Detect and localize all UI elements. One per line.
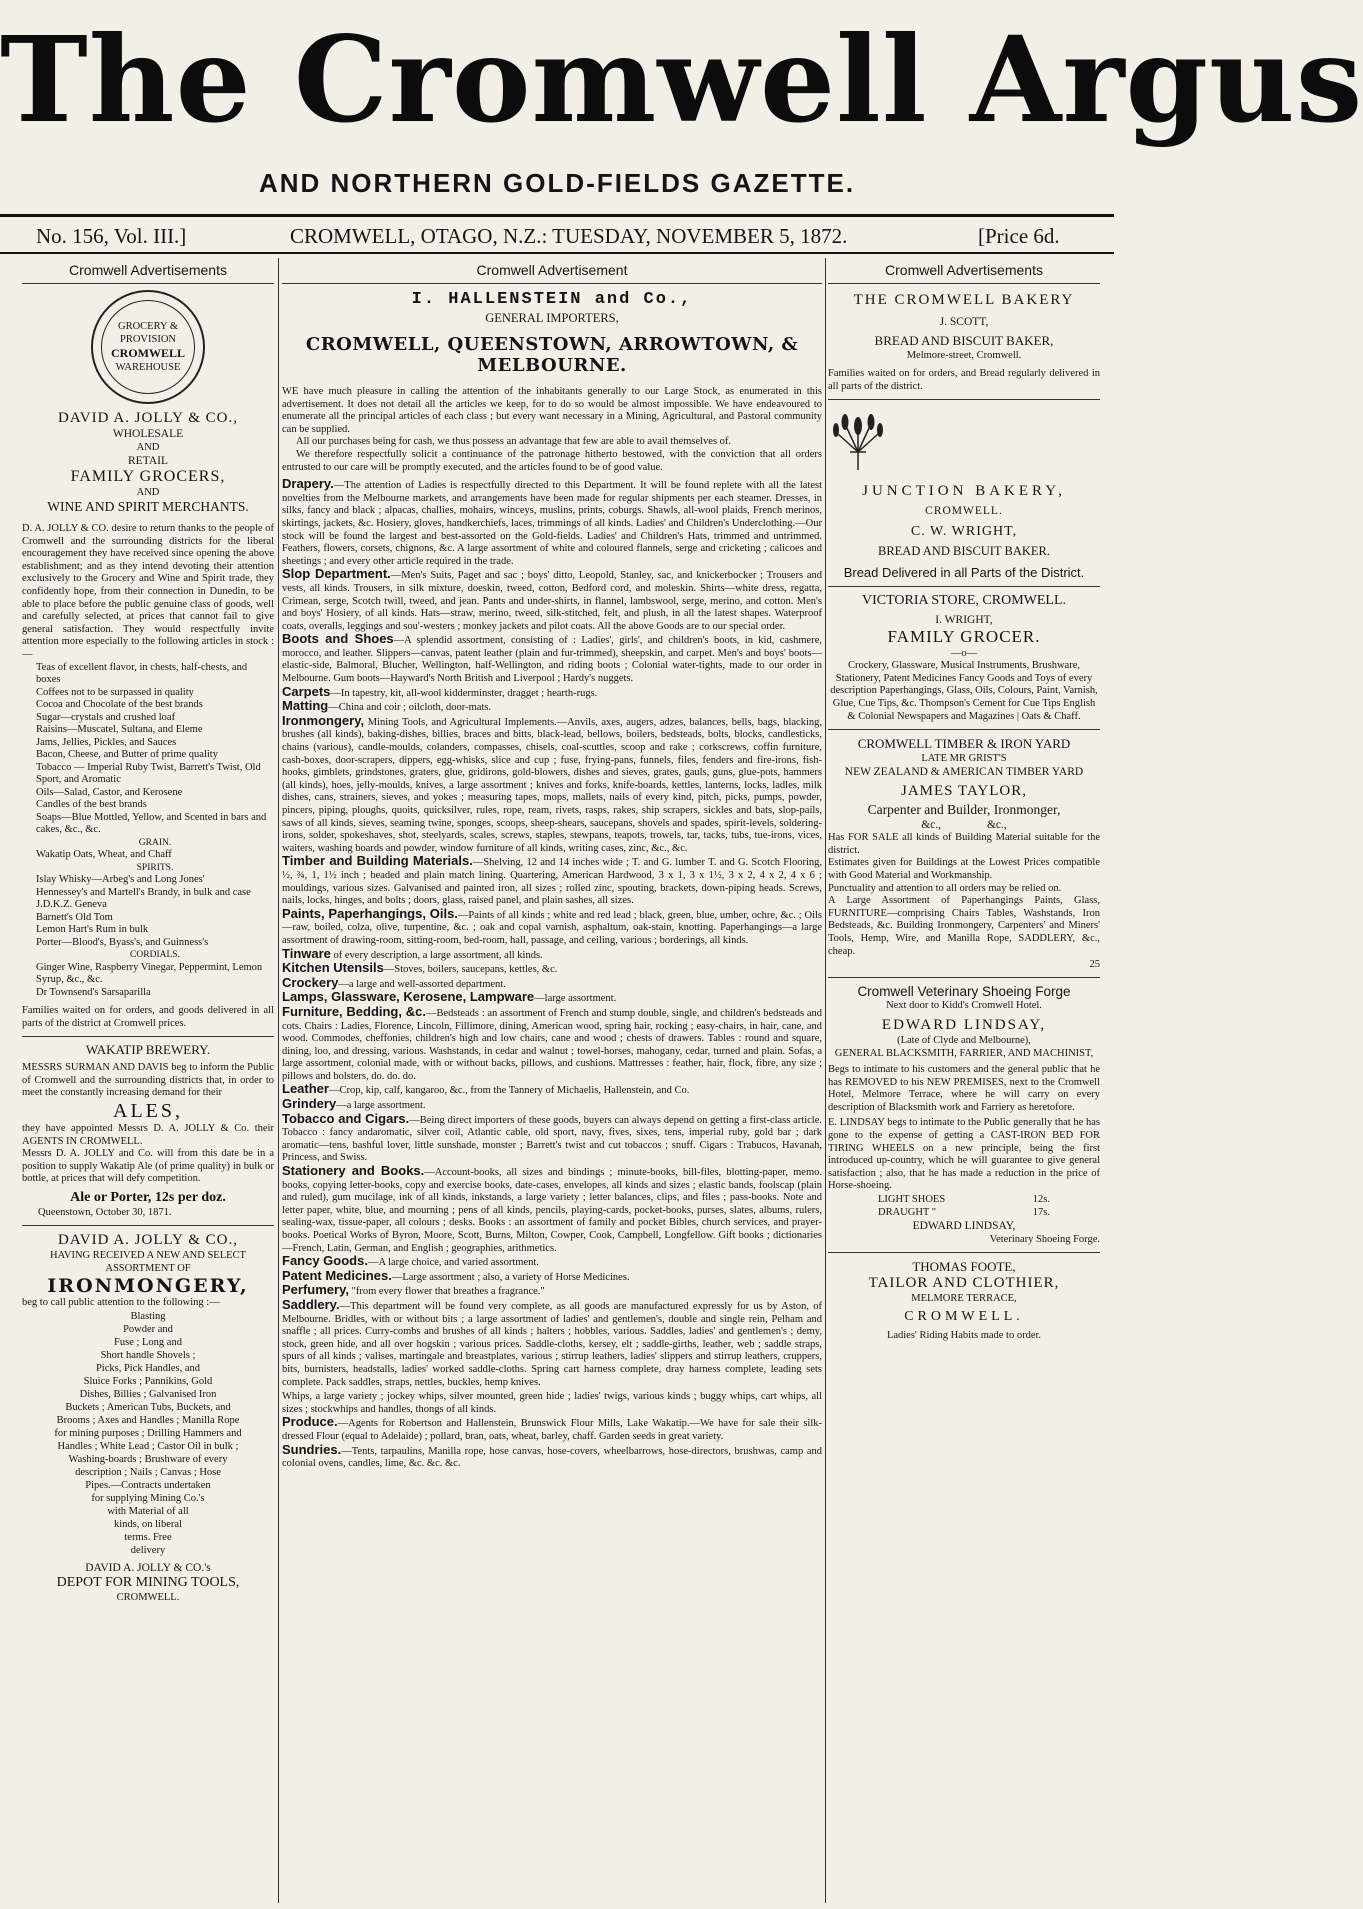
list-item: Cocoa and Chocolate of the best brands <box>36 699 203 711</box>
junction-title: JUNCTION BAKERY, <box>862 483 1066 500</box>
vet-signature: EDWARD LINDSAY, <box>912 1220 1016 1233</box>
timber-title: CROMWELL TIMBER & IRON YARD <box>857 736 1071 752</box>
section-text: —The attention of Ladies is respectfully directed to this Department. It will be found replete with all the latest novelties from the Melbourne markets, and arrangements have been made for regular shipments per each steamer. Dresses, in silks, fancy and black ; alpacas, challies, mohairs, winceys, muslins, prints, coburgs. Shawls, all-wool plaids, French merinos, skirtings, jackets, &c. Hosiery, gloves, handkerchiefs, laces, trimmings of all kinds. Ladies' and Children's Underclothing.—Our stock will be found the largest and best-assorted on the Gold-fields. Ladies' and Children's Hats, trimmed and untrimmed. Feathers, flowers, corsets, chignons, &c. A large assortment of white and coloured flannels, serge and cricketing ; calicoes and sheetings ; and every other article required in the trade. <box>282 480 822 567</box>
brewery-body: Messrs D. A. JOLLY and Co. will from this date be in a position to supply Wakatip Ale (of prime quality) in bulk or bottle, at prices that will defy competition. <box>22 1148 274 1185</box>
cromwell-bakery-ad <box>828 292 1100 393</box>
list-item: J.D.K.Z. Geneva <box>36 899 107 911</box>
brewery-body: they have appointed Messrs D. A. JOLLY & Co. their AGENTS IN CROMWELL. <box>22 1123 274 1147</box>
stock-section <box>282 712 822 856</box>
column-left <box>22 262 274 1902</box>
victoria-body: Crockery, Glassware, Musical Instruments, Brushware, Stationery, Patent Medicines Fancy Goods and Toys of every description Paperhangings, Glass, Oils, Colours, Paint, Varnish, Glue, Cue Tips, &c. Thompson's Cement for Cue Tips English & Colonial Newspapers and Magazines | Oats & Chaff. <box>830 660 1098 722</box>
list-item: Washing-boards ; Brushware of every <box>68 1453 228 1465</box>
section-heading: Fancy Goods. <box>282 1253 368 1269</box>
list-item: Lemon Hart's Rum in bulk <box>36 924 149 936</box>
vet-price-row <box>828 1193 1100 1206</box>
vet-title: Cromwell Veterinary Shoeing Forge <box>857 984 1071 1000</box>
section-heading: Slop Department. <box>282 566 391 582</box>
wheat-sheaf-icon <box>828 412 888 472</box>
section-text: —Crop, kip, calf, kangaroo, &c., from the Tannery of Michaelis, Hallenstein, and Co. <box>328 1085 690 1097</box>
section-text: —large assortment. <box>534 993 617 1005</box>
section-heading: Tobacco and Cigars. <box>282 1110 410 1126</box>
jolly-line: AND <box>136 487 160 498</box>
iron-footer: DEPOT FOR MINING TOOLS, <box>56 1574 240 1590</box>
timber-late: LATE MR GRIST'S <box>921 753 1007 765</box>
jolly-items <box>22 662 274 1000</box>
list-item: Wakatip Oats, Wheat, and Chaff <box>36 849 172 861</box>
jolly-name: DAVID A. JOLLY & CO., <box>58 410 238 426</box>
vet-price-row <box>828 1206 1100 1219</box>
list-item: Fuse ; Long and <box>114 1336 182 1348</box>
victoria-title: VICTORIA STORE, CROMWELL. <box>861 593 1067 609</box>
stock-section <box>282 633 822 685</box>
section-text: —Being direct importers of these goods, buyers can always depend on getting a first-class article. Tobacco : fancy andaromatic, silver coil, Atlantic cable, old sport, navy, fives, sixes, tens, imperial ruby, gold bar ; dark aromatic—tens, bashful lover, little sunshade, monster ; Barrett's twist and cut tobaccos ; snuff. Cigars : Trabucos, Havanah, Princess, and Swiss. <box>282 1114 822 1164</box>
list-item: Ginger Wine, Raspberry Vinegar, Peppermint, Lemon Syrup, &c., &c. <box>36 961 263 986</box>
column-header: Cromwell Advertisements <box>22 262 274 284</box>
stock-section <box>282 683 822 701</box>
section-text: —China and coir ; oilcloth, door-mats. <box>328 702 492 714</box>
section-text: —a large and well-assorted department. <box>338 978 506 990</box>
section-heading: Furniture, Bedding, &c. <box>282 1003 426 1019</box>
section-text: Whips, a large variety ; jockey whips, silver mounted, green hide ; ladies' twigs, various kinds ; buggy whips, cart whips, all sizes ; stockwhips and handles, thongs of all kinds. <box>282 1391 822 1415</box>
section-text: —A splendid assortment, consisting of : Ladies', girls', and children's boots, in kid, cashmere, morocco, and leather. Slippers—canvas, patent leather (plain and fur-trimmed), sheepskin, and carpet. Men's and boys' boots—elastic-side, Balmoral, Blucher, Wellington, half-Wellington, and riding boots ; Colonial water-tights, made to our order in Melbourne. Gum boots—Hayward's North British and Liverpool ; Hardy's nuggets. <box>282 635 822 685</box>
list-item: Tobacco — Imperial Ruby Twist, Barrett's Twist, Old Sport, and Aromatic <box>36 761 261 786</box>
newspaper-subtitle: AND NORTHERN GOLD-FIELDS GAZETTE. <box>258 168 856 198</box>
tailor-body: Ladies' Riding Habits made to order. <box>886 1330 1042 1342</box>
bakery-body: Families waited on for orders, and Bread regularly delivered in all parts of the district. <box>828 368 1100 392</box>
column-divider <box>278 258 279 1903</box>
price: [Price 6d. <box>978 224 1060 248</box>
list-item: for supplying Mining Co.'s <box>91 1492 205 1504</box>
section-heading: Carpets <box>282 683 331 699</box>
iron-footer: DAVID A. JOLLY & CO.'s <box>85 1561 211 1574</box>
timber-number: 25 <box>1089 959 1100 971</box>
vet-sub: Next door to Kidd's Cromwell Hotel. <box>886 1000 1042 1012</box>
jolly-footer: Families waited on for orders, and goods delivered in all parts of the district at Cromwell prices. <box>22 1005 274 1029</box>
seal-bottom-text: WAREHOUSE <box>115 362 181 373</box>
intro-paragraph: WE have much pleasure in calling the attention of the inhabitants generally to our Large Stock, as enumerated in this advertisement. It does not detail all the articles we keep, for to do so would be almost impossible. We have endeavoured to enumerate all the principal articles of each class ; but every want necessary in a Mining, Agricultural, and Pastoral community can be supplied. <box>282 386 822 435</box>
victoria-store-ad <box>828 586 1100 723</box>
iron-footer: CROMWELL. <box>116 1591 180 1603</box>
masthead <box>0 0 1363 210</box>
list-item: Porter—Blood's, Byass's, and Guinness's <box>36 936 209 948</box>
top-rule <box>0 214 1114 217</box>
bakery-owner: J. SCOTT, <box>939 316 989 328</box>
iron-body: beg to call public attention to the following :— <box>22 1296 220 1308</box>
tailor-ad <box>828 1252 1100 1342</box>
junction-trade: BREAD AND BISCUIT BAKER. <box>877 544 1050 559</box>
list-item: Islay Whisky—Arbeg's and Long Jones' <box>36 874 205 886</box>
list-item: Jams, Jellies, Pickles, and Sauces <box>36 736 177 748</box>
stock-section <box>282 1083 822 1098</box>
stock-section <box>282 1110 822 1165</box>
list-item: Buckets ; American Tubs, Buckets, and <box>65 1401 231 1413</box>
dateline-rule <box>0 252 1114 254</box>
brewery-body: MESSRS SURMAN AND DAVIS beg to inform the Public of Cromwell and the surrounding districts that, in order to meet the constantly increasing demand for their <box>22 1062 274 1099</box>
iron-name: DAVID A. JOLLY & CO., <box>58 1231 238 1248</box>
column-header: Cromwell Advertisement <box>282 262 822 284</box>
column-header: Cromwell Advertisements <box>828 262 1100 284</box>
stock-section <box>282 1284 822 1299</box>
section-text: —Shelving, 12 and 14 inches wide ; T. and G. lumber T. and G. Scotch Flooring, ½, ¾, 1, 1½ inch ; beaded and plain match lining. Quartering, American Hardwood, 3 x 1, 3 x 1½, 3 x 2, 4 x 2, 4 x 6 ; mouldings, various sizes. Galvanised and painted iron, all sizes ; rolled zinc, spouting, brackets, down-piping heads. Screws, nails, locks, hinges, and bolts ; doors, glass, raised panel, and plain sashes, all sizes. <box>282 857 823 907</box>
section-text: —a large assortment. <box>336 1100 426 1112</box>
timber-trade: Carpenter and Builder, Ironmonger, <box>867 802 1061 818</box>
junction-bakery-ad <box>828 399 1100 580</box>
section-text: —Bedsteads : an assortment of French and stump double, single, and children's bedsteads and cots. Chairs : Ladies, Florence, Lincoln, Fillimore, dining, American wood, spring hair, rocking ; easy-chairs, in hair, cane, and wood. Commodes, cheffonies, children's high and low chairs, cane and wood ; chests of drawers. Tables : round and square, dining, loo, and dressing, various. Washstands, in cedar and walnut ; towel-horses, mahogany, cedar, turned and plain. Sofas, a large assortment, colonial made, with or without backs, pillows, and cushions. Mattresses : feather, hair, flock, fibre, any size ; pillows and bolsters, do. do. do. <box>282 1007 822 1082</box>
section-text: —Tents, tarpaulins, Manilla rope, hose canvas, hose-covers, wheelbarrows, hose-directors, brushwas, camp and colonial ovens, candles, lime, &c. &c. &c. <box>282 1445 822 1470</box>
stock-section <box>282 1416 822 1443</box>
brewery-price: Ale or Porter, 12s per doz. <box>70 1189 226 1205</box>
veterinary-forge-ad <box>828 977 1100 1246</box>
vet-owner: EDWARD LINDSAY, <box>881 1017 1047 1034</box>
section-heading: Perfumery, <box>282 1282 349 1298</box>
seal-center-text: CROMWELL <box>110 346 185 360</box>
section-heading: Stationery and Books. <box>282 1163 425 1179</box>
timber-etc: &c., &c., <box>921 819 1007 832</box>
list-item: Hennessey's and Martell's Brandy, in bulk and case <box>36 886 251 898</box>
victoria-owner: I. WRIGHT, <box>935 614 993 627</box>
stock-section <box>282 568 822 633</box>
section-text: —This department will be found very complete, as all goods are manufactured expressly for us by Aston, of Melbourne. Bridles, with or without bits ; a large assortment of ladies' and gentlemen's, double and single rein, Pelham and snaffle ; all prices. Curry-combs and brushes of all kinds ; halters ; hobbles, various. Saddles, ladies' and gentlemen's ; demy, stock, green hide, and all over hogskin ; various prices. Saddle-cloths, kersey, elt ; saddle-girths, leather, web ; saddle straps, spurs of all kinds ; valises, martingale and breastplates, various ; stirrup leathers, ladies' slippers and stirrup leathers, cruppers, bits, burnisters, headstalls, ladies' worked saddle-cloths. Spring cart harness complete, dray harness complete, leading sets complete. Pack saddles, straps, nettles, buckles, hemp knives. <box>282 1300 822 1388</box>
place-date: CROMWELL, OTAGO, N.Z.: TUESDAY, NOVEMBER 5, 1872. <box>290 224 848 248</box>
intro-paragraph: We therefore respectfully solicit a continuance of the patronage hitherto bestowed, with the conviction that all orders entrusted to our care will be promptly executed, and the articles found to be of good value. <box>282 448 822 473</box>
section-heading: Timber and Building Materials. <box>282 853 473 869</box>
section-heading: Paints, Paperhangings, Oils. <box>282 905 458 921</box>
list-item: Brooms ; Axes and Handles ; Manilla Rope <box>56 1414 240 1426</box>
section-heading: Saddlery. <box>282 1296 340 1312</box>
stock-section <box>282 1267 822 1285</box>
vet-body: Begs to intimate to his customers and the general public that he has REMOVED to his NEW PREMISES, next to the Cromwell Hotel, Melmore Terrace, where he will carry on every description of Blacksmith work and Farriery as heretofore. <box>828 1064 1100 1113</box>
list-item: Dishes, Billies ; Galvanised Iron <box>79 1388 217 1400</box>
stock-section <box>282 1003 822 1084</box>
list-item: GRAIN. <box>138 837 172 848</box>
tailor-trade: TAILOR AND CLOTHIER, <box>868 1275 1060 1292</box>
jolly-line: RETAIL <box>128 455 168 467</box>
section-text: Mining Tools, and Agricultural Implements.—Anvils, axes, augers, adzes, balances, bells, bags, blacking, brushes (all kinds), baking-dishes, billies, braces and bitts, black-lead, bellows, boilers, bedsteads, bolts, blocks, candlesticks, chains (various), candle-moulds, colanders, compasses, chisels, coal-scuttles, scoop and rake ; corkscrews, coffin furniture, cash-boxes, door-scrapers, dippers, egg-whisks, slice and cup ; fuse, frying-pans, funnels, files, fenders and fire-irons, fish-hooks, gimblets, grindstones, graters, glue, gridirons, gold-blowers, dishes and sieves, grates, gauls, guns, glue-pots, hammers (all kinds), hoes, jelly-moulds, knives, a large assortment ; knives and forks, knife-boards, kettles, lanterns, locks, ladles, milk dishes, cans, strainers, sieves, and yokes ; measuring tapes, mops, mallets, nails of every kind, pitch, picks, pumps, powder, pincers, piping, ploughs, quoits, quicksilver, rules, rope, ream, rivets, rasps, rakes, ship scrapers, sickles and bats, slop-pails, saws of all kinds, sieves, seaming twine, sponges, scoops, sheep-shears, saucepans, shovels and spades, spirit-levels, soldering-irons, solder, spokeshaves, shot, steelyards, scales, screws, staples, stewpans, teapots, trowels, tar, tacks, tubs, tue-irons, vices, waiters, washing boards and powder, window furniture of all kinds, writing cases, zinc, &c., &c. <box>282 716 822 854</box>
timber-owner: JAMES TAYLOR, <box>901 783 1027 800</box>
section-text: —Large assortment ; also, a variety of Horse Medicines. <box>391 1271 630 1283</box>
stock-section <box>282 478 822 568</box>
list-item: Handles ; White Lead ; Castor Oil in bulk ; <box>57 1440 239 1452</box>
timber-body: A Large Assortment of Paperhangings Paints, Glass, FURNITURE—comprising Chairs Tables, Washstands, Iron Bedsteads, &c. Building Ironmongery, Carpenters' and Miners' Tools, Hemp, Wire, and Manilla Rope, SADDLERY, &c., cheap. <box>828 895 1100 957</box>
section-heading: Ironmongery, <box>282 712 365 728</box>
list-item: SPIRITS. <box>136 862 174 873</box>
section-heading: Sundries. <box>282 1441 342 1457</box>
stock-section <box>282 1389 822 1416</box>
list-item: with Material of all <box>107 1505 189 1517</box>
tailor-place: CROMWELL. <box>904 1309 1024 1325</box>
section-text: —In tapestry, kit, all-wool kidderminster, dragget ; hearth-rugs. <box>330 687 598 699</box>
vet-late: (Late of Clyde and Melbourne), <box>897 1035 1031 1047</box>
jolly-line: AND <box>136 442 160 453</box>
vet-body: E. LINDSAY begs to intimate to the Public generally that he has gone to the expense of getting a CAST-IRON BED FOR TIRING WHEELS on a new principle, being the first introduced up-country, which he will guarantee to give general satisfaction ; also, that he has made a reduction in the price of Horse-shoeing. <box>828 1117 1100 1192</box>
firm-places: CROMWELL, QUEENSTOWN, ARROWTOWN, & MELBOURNE. <box>305 334 799 376</box>
iron-title: IRONMONGERY, <box>47 1274 249 1297</box>
seal-ring-text: GROCERY & PROVISION <box>118 321 178 345</box>
section-heading: Produce. <box>282 1414 338 1430</box>
vet-price-label: DRAUGHT " <box>878 1207 937 1219</box>
list-item: Oils—Salad, Castor, and Kerosene <box>36 786 183 798</box>
list-item: Candles of the best brands <box>36 799 147 811</box>
section-text: —Account-books, all sizes and bindings ; minute-books, bill-files, blotting-paper, memo. books, copying letter-books, copy and exercise books, date-cases, envelopes, all kinds and sizes ; elastic bands, foolscap (plain and ruled), gum mucilage, ink of all kinds, inkstands, a large variety ; letter balances, clips, and files ; pass-books. Note and letter paper, white, blue, and mourning ; pens of all kinds, pencils, playing-cards, pocket-books, purses, slates, albums, rulers, sealing-wax, tissue-paper, all colours ; desks. Books : an assortment of family and pocket Bibles, church services, and prayer-books. Poetical Works of Byron, Moore, Scott, Burns, Milton, Cowper, Cook, Campbell, Longfellow. Gift books ; dictionaries—French, Latin, German, and English ; geographies, arithmetics. <box>282 1167 823 1254</box>
list-item: kinds, on liberal <box>114 1518 182 1530</box>
vet-price-value: 12s. <box>1032 1194 1050 1206</box>
iron-line: HAVING RECEIVED A NEW AND SELECT ASSORTMENT OF <box>50 1249 246 1274</box>
timber-body: Punctuality and attention to all orders may be relied on. <box>828 882 1062 894</box>
firm-sub: GENERAL IMPORTERS, <box>485 311 619 325</box>
list-item: delivery <box>130 1544 166 1556</box>
stock-sections <box>282 478 822 1471</box>
section-text: of every description, a large assortment, all kinds. <box>330 949 543 961</box>
list-item: Coffees not to be surpassed in quality <box>36 686 194 698</box>
list-item: Pipes.—Contracts undertaken <box>85 1479 211 1491</box>
list-item: Raisins—Muscatel, Sultana, and Eleme <box>36 724 203 736</box>
list-item: Powder and <box>123 1323 173 1335</box>
jolly-line: FAMILY GROCERS, <box>70 468 226 485</box>
timber-body: Has FOR SALE all kinds of Building Material suitable for the district. <box>828 832 1100 856</box>
section-heading: Crockery <box>282 974 339 990</box>
stock-section <box>282 1296 822 1389</box>
timber-sub: NEW ZEALAND & AMERICAN TIMBER YARD <box>844 766 1084 779</box>
section-heading: Kitchen Utensils <box>282 960 384 976</box>
list-item: Soaps—Blue Mottled, Yellow, and Scented in bars and cakes, &c., &c. <box>36 811 267 836</box>
dateline <box>0 220 1114 252</box>
timber-body: Estimates given for Buildings at the Lowest Prices compatible with Good Material and Workmanship. <box>828 857 1100 881</box>
list-item: Picks, Pick Handles, and <box>95 1362 201 1374</box>
column-center <box>282 262 822 1902</box>
stock-section <box>282 962 822 977</box>
list-item: Barnett's Old Tom <box>36 911 113 923</box>
vet-price-value: 17s. <box>1032 1207 1050 1219</box>
section-heading: Matting <box>282 698 329 714</box>
section-text: —A large choice, and varied assortment. <box>367 1257 539 1269</box>
section-heading: Lamps, Glassware, Kerosene, Lampware <box>282 989 535 1005</box>
section-text: —Paints of all kinds ; white and red lead ; black, green, blue, umber, ochre, &c. ; Oils—raw, boiled, colza, olive, turpentine, &c. ; oak and copal varnish, asphaltum, oak-stain, knotting. Paperhangings—a large assortment of drawing-room, sitting-room, bed-room, hall, passage, and ceiling, various ; borderings, all kinds. <box>282 909 822 946</box>
newspaper-title: The Cromwell Argus <box>0 10 1363 149</box>
stock-section <box>282 1441 822 1471</box>
vet-trade: GENERAL BLACKSMITH, FARRIER, AND MACHINIST, <box>834 1048 1094 1060</box>
ironmongery-ad <box>22 1225 274 1604</box>
jolly-line: WHOLESALE <box>112 428 184 440</box>
section-heading: Grindery <box>282 1096 337 1112</box>
bakery-trade: BREAD AND BISCUIT BAKER, <box>874 333 1054 348</box>
list-item: Teas of excellent flavor, in chests, half-chests, and boxes <box>36 661 248 686</box>
section-heading: Leather <box>282 1081 329 1097</box>
section-text: —Men's Suits, Paget and sac ; boys' ditto, Leopold, Stanley, sac, and knickerbocker ; Trousers and vests, all kinds. Trousers, in silk mixture, doeskin, tweed, cotton, Bedford cord, and moleskin. Shirts—white dress, regatta, Crimean, serge, Scotch twill, tweed, and jean. Pants and under-shirts, in flannel, lambswool, serge, merino, and cotton. Men's and boys' Hosiery, of all kinds. Hats—straw, merino, tweed, silk-stitched, felt, and plush, in all the latest shapes. Waterproof coats, overalls, leggings and sou'-westers ; monkey jackets and pilot coats. All the above Goods are to our special order. <box>282 570 822 632</box>
jolly-line: WINE AND SPIRIT MERCHANTS. <box>47 499 249 514</box>
stock-section <box>282 1165 822 1255</box>
list-item: Blasting <box>130 1310 166 1322</box>
firm-name: I. HALLENSTEIN and Co., <box>411 290 693 309</box>
stock-section <box>282 905 822 948</box>
list-item: Sluice Forks ; Pannikins, Gold <box>83 1375 213 1387</box>
junction-body: Bread Delivered in all Parts of the District. <box>843 565 1085 581</box>
bakery-title: THE CROMWELL BAKERY <box>853 292 1075 308</box>
jolly-body: D. A. JOLLY & CO. desire to return thanks to the people of Cromwell and the surrounding districts for the liberal encouragement they have received since opening the above establishment; and as they intend devoting their attention exclusively to the Grocery and Wine and Spirit trade, they confidently hope, from their connection in Dunedin, to be able to place before the public genuine class of goods, well and carefully selected, at prices that cannot fail to give general satisfaction. They would respectfully invite attention more especially to the following articles in stock :— <box>22 523 274 660</box>
list-item: Sugar—crystals and crushed loaf <box>36 711 176 723</box>
section-heading: Tinware <box>282 945 331 961</box>
grocery-warehouse-seal <box>91 290 205 404</box>
vet-signature: Veterinary Shoeing Forge. <box>989 1234 1100 1246</box>
section-heading: Drapery. <box>282 476 334 492</box>
section-text: "from every flower that breathes a fragrance." <box>348 1286 545 1298</box>
stock-section <box>282 855 822 907</box>
vet-price-label: LIGHT SHOES <box>878 1194 946 1206</box>
issue-number: No. 156, Vol. III.] <box>36 224 187 248</box>
section-text: —Agents for Robertson and Hallenstein, Brunswick Flour Mills, Lake Wakatip.—We have for sale their silk-dressed Flour (equal to Adelaide) ; pollard, bran, oats, wheat, barley, chaff. Garden seeds in great variety. <box>282 1418 822 1442</box>
tailor-owner: THOMAS FOOTE, <box>912 1259 1016 1275</box>
section-heading: Boots and Shoes <box>282 631 394 647</box>
list-item: Short handle Shovels ; <box>100 1349 196 1361</box>
iron-items <box>22 1310 274 1557</box>
column-right <box>828 262 1100 1902</box>
junction-place: CROMWELL. <box>925 505 1003 518</box>
brewery-ales: ALES, <box>113 1100 183 1122</box>
section-text: —Stoves, boilers, saucepans, kettles, &c. <box>383 964 558 976</box>
brewery-title: WAKATIP BREWERY. <box>85 1042 211 1058</box>
junction-owner: C. W. WRIGHT, <box>910 524 1018 540</box>
section-heading: Patent Medicines. <box>282 1267 392 1283</box>
list-item: description ; Nails ; Canvas ; Hose <box>75 1466 221 1478</box>
list-item: Bacon, Cheese, and Butter of prime quality <box>36 749 218 761</box>
list-item: CORDIALS. <box>130 950 180 961</box>
list-item: for mining purposes ; Drilling Hammers and <box>54 1427 242 1439</box>
victoria-trade: FAMILY GROCER. <box>887 627 1041 647</box>
victoria-divider: —o— <box>950 648 978 660</box>
brewery-ad <box>22 1036 274 1219</box>
brewery-date: Queenstown, October 30, 1871. <box>38 1206 172 1218</box>
timber-yard-ad <box>828 729 1100 971</box>
bakery-address: Melmore-street, Cromwell. <box>906 350 1022 361</box>
list-item: Dr Townsend's Sarsaparilla <box>36 986 151 998</box>
column-divider <box>825 258 826 1903</box>
list-item: terms. Free <box>124 1531 172 1543</box>
intro-paragraph: All our purchases being for cash, we thus possess an advantage that few are able to avail themselves of. <box>296 436 732 448</box>
tailor-address: MELMORE TERRACE, <box>911 1293 1017 1305</box>
